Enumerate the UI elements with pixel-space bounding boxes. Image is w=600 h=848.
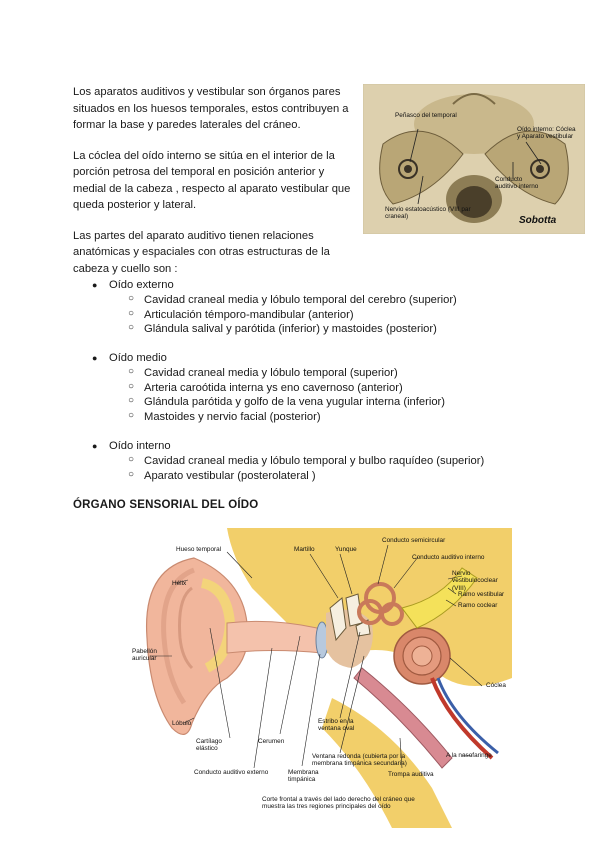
ear-label-cartilago: Cartílago elástico (196, 738, 222, 753)
intro-paragraph-1: Los aparatos auditivos y vestibular son órganos pares situados en los huesos temporales, estos contribuyen a formar la base y paredes laterales del cráneo. (73, 86, 349, 131)
intro-paragraph-2: La cóclea del oído interno se sitúa en el interior de la porción petrosa del temporal en posición anterior y medial de la cabeza , respecto al aparato vestibular que queda posterior y lateral. (73, 149, 351, 211)
ear-label-helix: Hélix (172, 580, 187, 587)
list-item-label: Oído interno (109, 440, 171, 452)
ear-label-hueso-temporal: Hueso temporal (176, 546, 222, 553)
list-item-label: Oído externo (109, 279, 174, 291)
ear-label-estribo: Estribo en la ventana oval (318, 718, 355, 733)
bullet-icon: ○ (128, 307, 135, 319)
bullet-icon: ○ (128, 293, 135, 304)
skull-label-oido-interno: Oído interno: Cóclea y Aparato vestibular (517, 126, 576, 141)
bullet-icon: ○ (128, 322, 135, 333)
ear-anatomy-figure (132, 528, 512, 828)
ear-label-trompa: Trompa auditiva (388, 771, 434, 778)
sub-list-item-label: Articulación témporo-mandibular (anterior) (144, 308, 354, 321)
sub-list-item-label: Mastoides y nervio facial (posterior) (144, 410, 321, 423)
ear-label-nervio: Nervio vestibulococlear (VIII) (452, 570, 498, 592)
list-item-label: Oído medio (109, 352, 167, 364)
bullet-icon: ● (92, 280, 98, 290)
bullet-icon: ○ (128, 468, 135, 480)
sub-list-item-label: Glándula parótida y golfo de la vena yugular interna (inferior) (144, 396, 445, 408)
ear-label-membrana: Membrana timpánica (288, 769, 319, 784)
bullet-icon: ○ (128, 454, 135, 465)
sub-list-item-label: Arteria caroótida interna ys eno cavernoso (anterior) (144, 381, 403, 394)
ear-label-ramo-vestibular: Ramo vestibular (458, 591, 505, 598)
ear-label-conducto-auditivo-interno: Conducto auditivo interno (412, 554, 485, 561)
bullet-icon: ● (92, 441, 98, 451)
ear-label-yunque: Yunque (335, 546, 357, 553)
bullet-icon: ○ (128, 395, 135, 406)
ear-label-lobulo: Lóbulo (172, 720, 192, 727)
bullet-icon: ○ (128, 366, 135, 377)
sub-list-item-label: Glándula salival y parótida (inferior) y mastoides (posterior) (144, 323, 437, 335)
ear-label-ventana-redonda: Ventana redonda (cubierta por la membrana timpánica secundaria) (312, 753, 407, 768)
sub-list-item-label: Cavidad craneal media y lóbulo temporal y bulbo raquídeo (superior) (144, 455, 485, 467)
skull-label-penasco: Peñasco del temporal (395, 112, 457, 119)
intro-paragraph-3: Las partes del aparato auditivo tienen relaciones anatómicas y espaciales con otras estructuras de la cabeza y cuello son : (73, 229, 330, 275)
ear-label-conducto-semicircular: Conducto semicircular (382, 537, 446, 544)
skull-label-nervio: Nervio estatoacústico (VIII par craneal) (385, 206, 471, 221)
ear-label-conducto-externo: Conducto auditivo externo (194, 769, 269, 776)
sub-list-item-label: Cavidad craneal media y lóbulo temporal del cerebro (superior) (144, 294, 457, 306)
ear-figure-caption: Corte frontal a través del lado derecho del cráneo que muestra las tres regiones principales del oído (262, 796, 415, 811)
sub-list-item-label: Aparato vestibular (posterolateral ) (144, 469, 316, 482)
ear-label-nasofaringe: A la nasofaringe (446, 752, 492, 759)
ear-label-ramo-coclear: Ramo coclear (458, 602, 498, 609)
ear-label-cerumen: Cerumen (258, 738, 285, 745)
ear-label-coclea: Cóclea (486, 682, 506, 689)
ear-label-pabellon: Pabellón auricular (132, 648, 157, 663)
bullet-icon: ○ (128, 380, 135, 392)
sub-list-item-label: Cavidad craneal media y lóbulo temporal (superior) (144, 367, 398, 379)
bullet-icon: ● (92, 353, 98, 363)
bullet-icon: ○ (128, 409, 135, 421)
skull-label-conducto: Conducto auditivo interno (495, 176, 539, 191)
section-heading: ÓRGANO SENSORIAL DEL OÍDO (73, 499, 259, 511)
skull-label-sobotta: Sobotta (519, 215, 557, 226)
ear-label-martillo: Martillo (294, 546, 315, 553)
intro-text (73, 84, 353, 291)
skull-figure (363, 84, 585, 234)
